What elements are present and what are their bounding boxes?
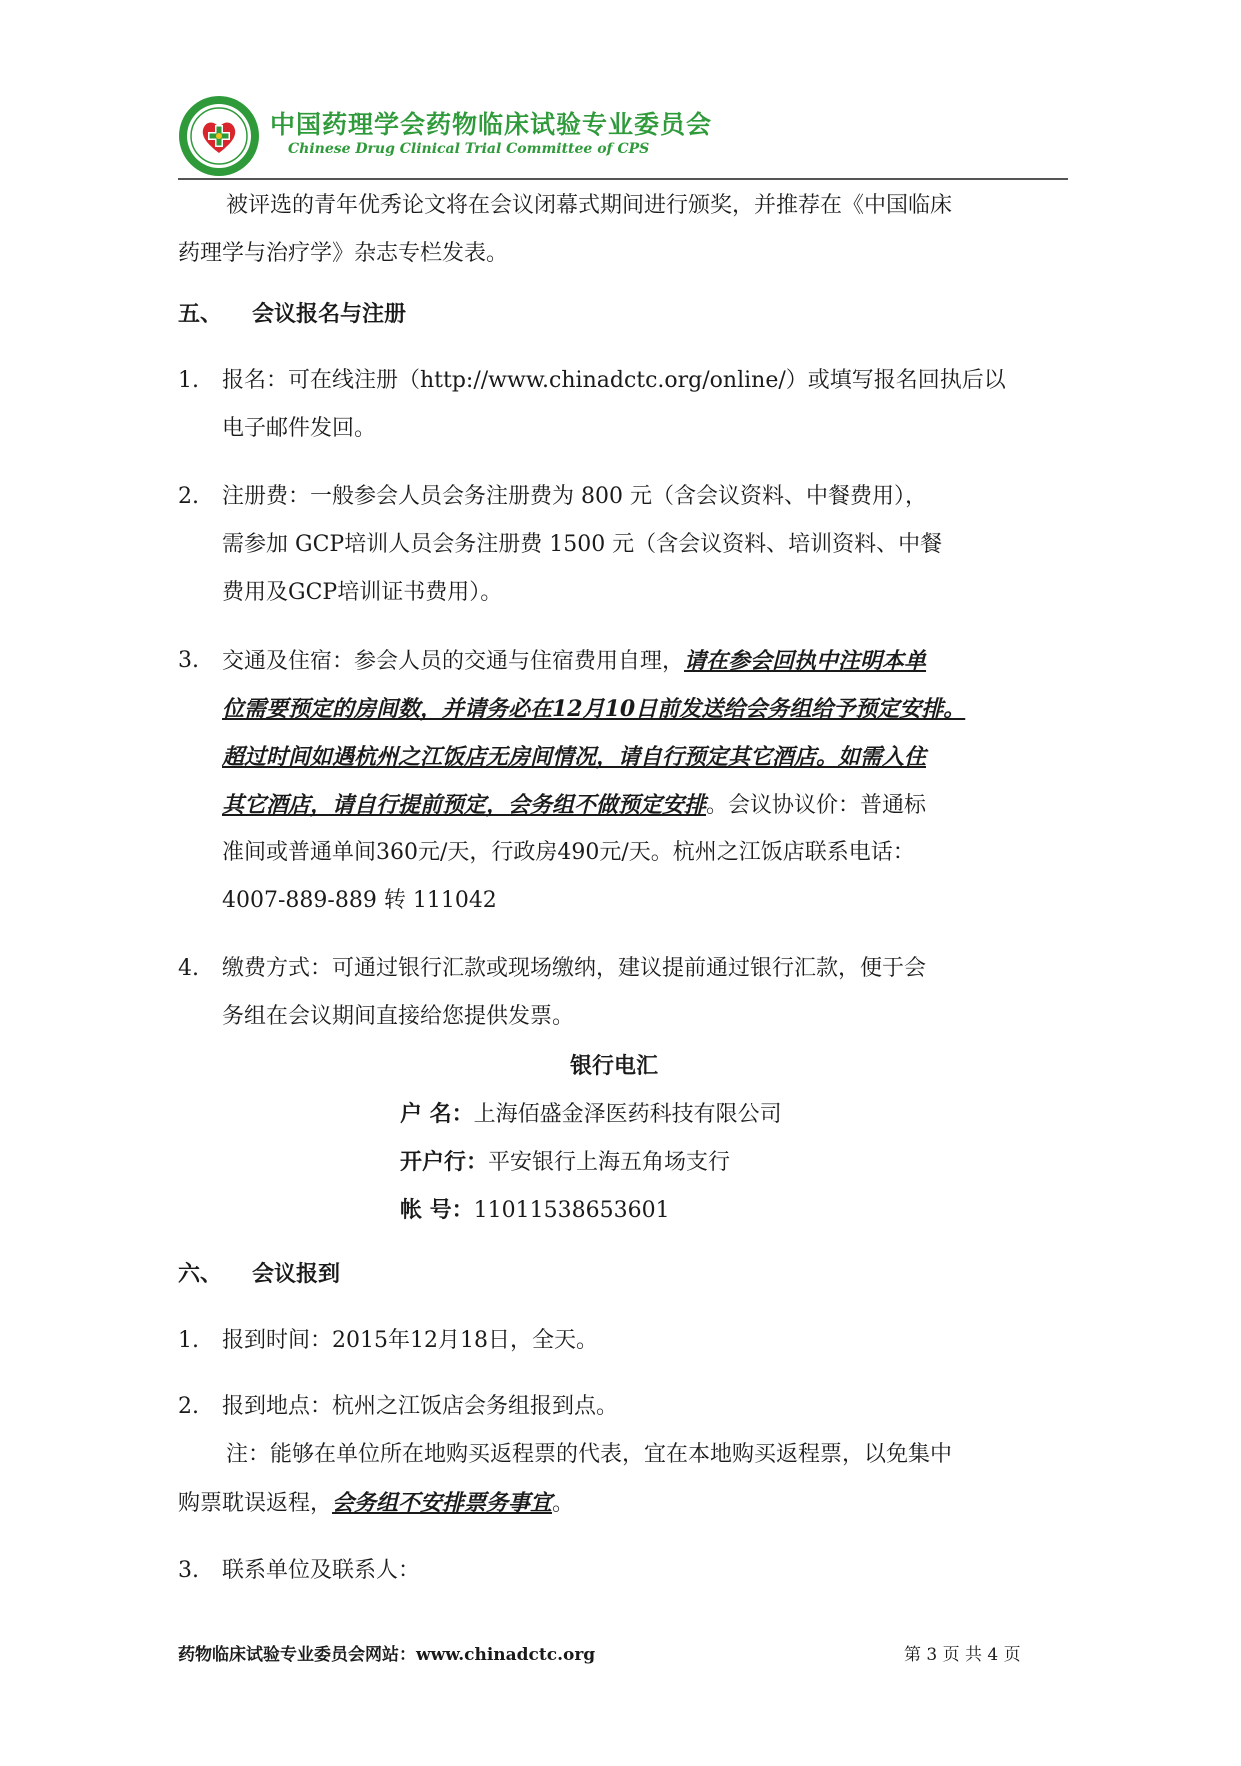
section-5-label: 五、 bbox=[178, 302, 223, 327]
payment-line-1: 缴费方式：可通过银行汇款或现场缴纳，建议提前通过银行汇款，便于会 bbox=[222, 956, 927, 981]
fee-line-1: 注册费：一般参会人员会务注册费为 800 元（含会议资料、中餐费用）， bbox=[222, 484, 927, 509]
bank-name-value: 平安银行上海五角场支行 bbox=[488, 1150, 731, 1175]
item-number: 3. bbox=[178, 1558, 199, 1583]
bank-name-row bbox=[400, 1148, 730, 1178]
item-number: 1. bbox=[178, 368, 199, 393]
note-end: 。 bbox=[552, 1491, 575, 1516]
intro-line-2: 药理学与治疗学》杂志专栏发表。 bbox=[178, 241, 509, 266]
lodging-emphasis: 其它酒店，请自行提前预定，会务组不做预定安排 bbox=[222, 792, 707, 818]
section-5-title: 会议报名与注册 bbox=[252, 302, 407, 327]
fee-line-2: 需参加 GCP培训人员会务注册费 1500 元（含会议资料、培训资料、中餐 bbox=[222, 532, 943, 557]
item-number: 2. bbox=[178, 484, 199, 509]
bank-name-label: 开户行： bbox=[400, 1150, 489, 1175]
lodging-line-3: 超过时间如遇杭州之江饭店无房间情况，请自行预定其它酒店。如需入住 bbox=[222, 744, 927, 770]
bank-account-name-row bbox=[400, 1100, 782, 1130]
lodging-line-4 bbox=[222, 790, 926, 821]
lodging-text: 交通及住宿：参会人员的交通与住宿费用自理， bbox=[222, 649, 685, 674]
lodging-emphasis: 请在参会回执中注明本单 bbox=[684, 648, 927, 674]
footer-page-number: 第 3 页 共 4 页 bbox=[904, 1645, 1021, 1665]
letterhead bbox=[178, 95, 1068, 177]
section-6-label: 六、 bbox=[178, 1262, 223, 1287]
committee-logo-icon bbox=[178, 95, 260, 177]
section-6-title: 会议报到 bbox=[252, 1262, 341, 1287]
note-line-1: 注：能够在单位所在地购买返程票的代表，宜在本地购买返程票，以免集中 bbox=[226, 1442, 953, 1467]
item-number: 2. bbox=[178, 1394, 199, 1419]
fee-line-3: 费用及GCP培训证书费用）。 bbox=[222, 580, 503, 605]
item-number: 4. bbox=[178, 956, 199, 981]
header-divider bbox=[178, 178, 1068, 180]
bank-account-number-value: 11011538653601 bbox=[473, 1198, 670, 1223]
checkin-time: 报到时间：2015年12月18日，全天。 bbox=[222, 1328, 598, 1353]
footer-website: 药物临床试验专业委员会网站：www.chinadctc.org bbox=[178, 1645, 596, 1665]
lodging-line-5: 准间或普通单间360元/天，行政房490元/天。杭州之江饭店联系电话： bbox=[222, 840, 915, 865]
note-text: 购票耽误返程， bbox=[178, 1491, 333, 1516]
checkin-location: 报到地点：杭州之江饭店会务组报到点。 bbox=[222, 1394, 619, 1419]
note-line-2 bbox=[178, 1488, 574, 1519]
bank-account-number-row bbox=[400, 1196, 670, 1226]
bank-transfer-title: 银行电汇 bbox=[570, 1054, 659, 1079]
lodging-line-1 bbox=[222, 646, 926, 677]
lodging-line-2: 位需要预定的房间数，并请务必在12月10日前发送给会务组给予预定安排。 bbox=[222, 696, 966, 722]
org-name-en: Chinese Drug Clinical Trial Committee of CPS bbox=[288, 141, 650, 157]
bank-account-number-label: 帐 号： bbox=[400, 1198, 474, 1223]
note-emphasis: 会务组不安排票务事宜 bbox=[332, 1490, 553, 1516]
contact-heading: 联系单位及联系人： bbox=[222, 1558, 421, 1583]
item-number: 3. bbox=[178, 648, 199, 673]
registration-line-1: 报名：可在线注册（http://www.chinadctc.org/online/）或填写报名回执后以 bbox=[222, 368, 1006, 393]
lodging-text: 。会议协议价：普通标 bbox=[706, 793, 927, 818]
org-name-cn: 中国药理学会药物临床试验专业委员会 bbox=[270, 110, 713, 139]
intro-line-1: 被评选的青年优秀论文将在会议闭幕式期间进行颁奖，并推荐在《中国临床 bbox=[226, 193, 953, 218]
registration-line-2: 电子邮件发回。 bbox=[222, 416, 377, 441]
lodging-line-6: 4007-889-889 转 111042 bbox=[222, 888, 497, 913]
bank-account-name-label: 户 名： bbox=[400, 1102, 474, 1127]
item-number: 1. bbox=[178, 1328, 199, 1353]
payment-line-2: 务组在会议期间直接给您提供发票。 bbox=[222, 1004, 575, 1029]
bank-account-name-value: 上海佰盛金泽医药科技有限公司 bbox=[473, 1102, 782, 1127]
